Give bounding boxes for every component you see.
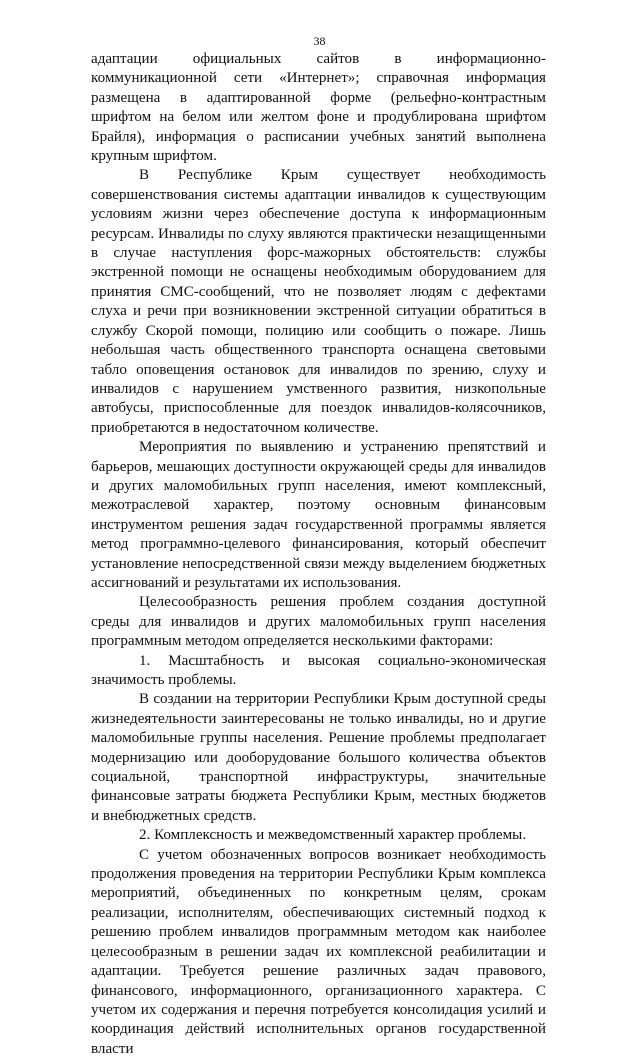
paragraph-3: Мероприятия по выявлению и устранению препятствий и барьеров, мешающих доступности окружающей среды для инвалидов и других маломобильных групп населения, имеют комплексный, межотраслевой характер, поэтому основным финансовым инструментом решения задач государственной программы является метод программно-целевого финансирования, который обеспечит установление непосредственной связи между выделением бюджетных ассигнований и результатами их использования. (91, 439, 546, 591)
paragraph-6: В создании на территории Республики Крым доступной среды жизнедеятельности заинтересованы не только инвалиды, но и другие маломобильные группы населения. Решение проблемы предполагает модернизацию или дооборудование большого количества объектов социальной, транспортной инфраструктуры, значительные финансовые затраты бюджета Республики Крым, местных бюджетов и внебюджетных средств. (91, 691, 546, 824)
paragraph-5: 1. Масштабность и высокая социально-экономическая значимость проблемы. (91, 652, 546, 688)
paragraph-8: С учетом обозначенных вопросов возникает необходимость продолжения проведения на территории Республики Крым комплекса мероприятий, объединенных по конкретным целям, срокам реализации, исполнителям, обеспечивающих системный подход к решению проблем инвалидов программным методом как наиболее целесообразным в решении задач их комплексной реабилитации и адаптации. Требуется решение различных задач правового, финансового, информационного, организационного характера. С учетом их содержания и перечня потребуется консолидация усилий и координация действий исполнительных органов государственной власти (91, 846, 546, 1057)
page-number: 38 (313, 34, 326, 48)
paragraph-4: Целесообразность решения проблем создания доступной среды для инвалидов и других маломобильных групп населения программным методом определяется несколькими факторами: (91, 594, 546, 650)
paragraph-1: адаптации официальных сайтов в информационно-коммуникационной сети «Интернет»; справочная информация размещена в адаптированной форме (рельефно-контрастным шрифтом на белом или желтом фоне и продублирована шрифтом Брайля), информация о расписании учебных занятий выполнена крупным шрифтом. (91, 51, 546, 165)
paragraph-2: В Республике Крым существует необходимость совершенствования системы адаптации инвалидов к существующим условиям жизни через обеспечение доступа к информационным ресурсам. Инвалиды по слуху являются практически незащищенными в случае наступления форс-мажорных обстоятельств: службы экстренной помощи не оснащены необходимым оборудованием для принятия СМС-сообщений, что не позволяет людям с дефектами слуха и речи при возникновении экстренной ситуации обратиться в службу Скорой помощи, полицию или сообщить о пожаре. Лишь небольшая часть общественного транспорта оснащена световыми табло оповещения остановок для инвалидов по зрению, слуху и инвалидов с нарушением умственного развития, низкопольные автобусы, приспособленные для поездок инвалидов-колясочников, приобретаются в недостаточном количестве. (91, 167, 546, 436)
body-text (91, 50, 546, 1059)
paragraph-7: 2. Комплексность и межведомственный характер проблемы. (139, 827, 527, 844)
